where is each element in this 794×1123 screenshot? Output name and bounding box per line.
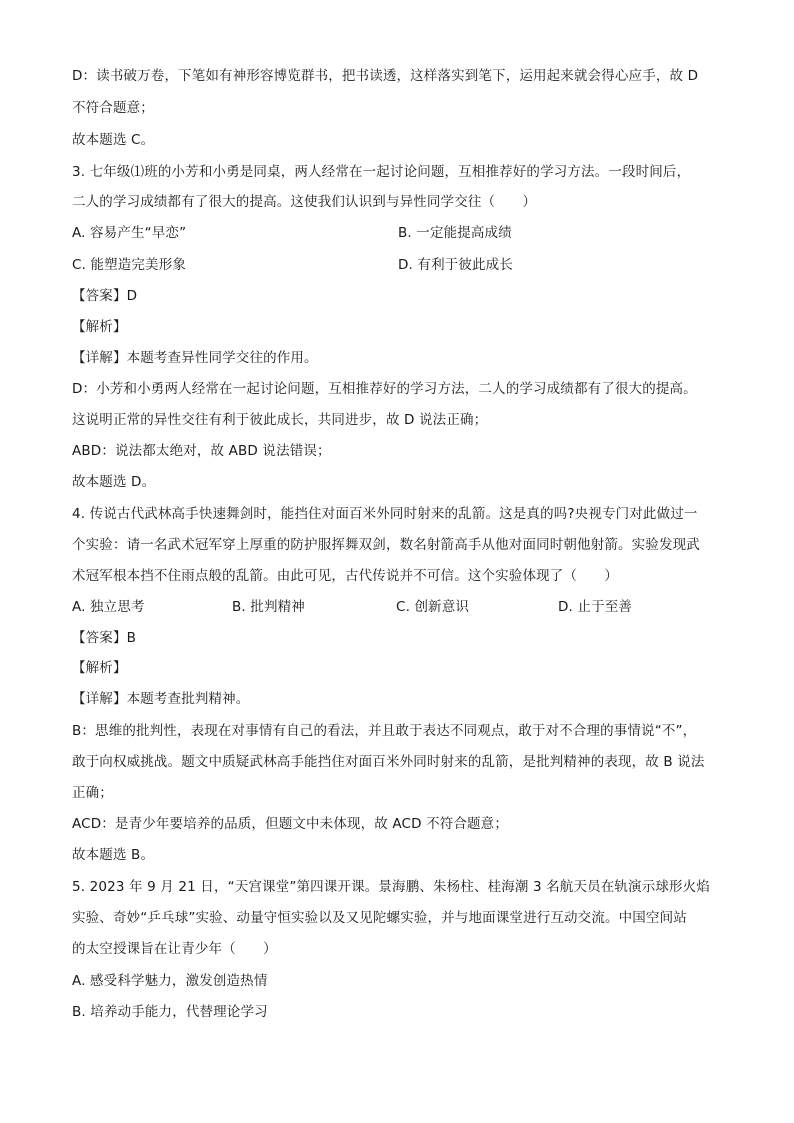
prev-explanation-d-line1: D：读书破万卷，下笔如有神形容博览群书，把书读透，这样落实到笔下，运用起来就会得心应手，故 D: [72, 68, 699, 84]
q4-stem-line3: 术冠军根本挡不住雨点般的乱箭。由此可见，古代传说并不可信。这个实验体现了（ ）: [72, 568, 618, 584]
q4-explanation-line2: 敢于向权威挑战。题文中质疑武林高手能挡住对面百米外同时射来的乱箭，是批判精神的表现，故 B 说法: [72, 754, 705, 770]
q4-detail: 【详解】本题考查批判精神。: [72, 691, 250, 707]
q5-stem-line1: 5. 2023 年 9 月 21 日，“天宫课堂”第四课开课。景海鹏、朱杨柱、桂海潮 3 名航天员在轨演示球形火焰: [72, 879, 710, 895]
q3-option-c: C. 能塑造完美形象: [72, 257, 187, 273]
q4-option-a: A. 独立思考: [72, 599, 145, 615]
q4-answer: 【答案】B: [72, 630, 137, 646]
q4-explanation-line4: ACD：是青少年要培养的品质，但题文中未体现，故 ACD 不符合题意；: [72, 816, 508, 832]
q3-explanation-line3: ABD：说法都太绝对，故 ABD 说法错误；: [72, 443, 331, 459]
q4-stem-line1: 4. 传说古代武林高手快速舞剑时，能挡住对面百米外同时射来的乱箭。这是真的吗?央视专门对此做过一: [72, 506, 698, 522]
q4-option-c: C. 创新意识: [396, 599, 470, 615]
q3-option-d: D. 有利于彼此成长: [398, 257, 513, 273]
q3-stem-line2: 二人的学习成绩都有了很大的提高。这使我们认识到与异性同学交往（ ）: [72, 194, 537, 210]
q5-stem-line2: 实验、奇妙“乒乓球”实验、动量守恒实验以及又见陀螺实验，并与地面课堂进行互动交流。中国空间站: [72, 910, 687, 926]
q3-detail: 【详解】本题考查异性同学交往的作用。: [72, 350, 318, 366]
q3-explanation-line1: D：小芳和小勇两人经常在一起讨论问题，互相推荐好的学习方法，二人的学习成绩都有了很大的提高。: [72, 381, 697, 397]
q4-option-d: D. 止于至善: [558, 599, 633, 615]
q3-explanation-line2: 这说明正常的异性交往有利于彼此成长，共同进步，故 D 说法正确；: [72, 412, 488, 428]
q4-conclusion: 故本题选 B。: [72, 847, 155, 863]
q3-conclusion: 故本题选 D。: [72, 474, 156, 490]
q3-stem-line1: 3. 七年级⑴班的小芳和小勇是同桌，两人经常在一起讨论问题，互相推荐好的学习方法。一段时间后，: [72, 164, 691, 180]
q4-explanation-line1: B：思维的批判性，表现在对事情有自己的看法，并且敢于表达不同观点，敢于对不合理的事情说“不”，: [72, 723, 697, 739]
q5-option-a: A. 感受科学魅力，激发创造热情: [72, 973, 268, 989]
q5-option-b: B. 培养动手能力，代替理论学习: [72, 1004, 268, 1020]
q4-option-b: B. 批判精神: [232, 599, 305, 615]
q4-stem-line2: 个实验：请一名武术冠军穿上厚重的防护服挥舞双剑，数名射箭高手从他对面同时朝他射箭。实验发现武: [72, 537, 700, 553]
q3-option-a: A. 容易产生“早恋”: [72, 225, 187, 241]
prev-conclusion: 故本题选 C。: [72, 132, 155, 148]
q4-explanation-line3: 正确；: [72, 785, 113, 801]
q5-stem-line3: 的太空授课旨在让青少年（ ）: [72, 941, 277, 957]
q3-option-b: B. 一定能提高成绩: [398, 225, 512, 241]
prev-explanation-d-line2: 不符合题意；: [72, 100, 154, 116]
q4-analysis-label: 【解析】: [72, 660, 127, 676]
q3-analysis-label: 【解析】: [72, 319, 127, 335]
q3-answer: 【答案】D: [72, 288, 138, 304]
